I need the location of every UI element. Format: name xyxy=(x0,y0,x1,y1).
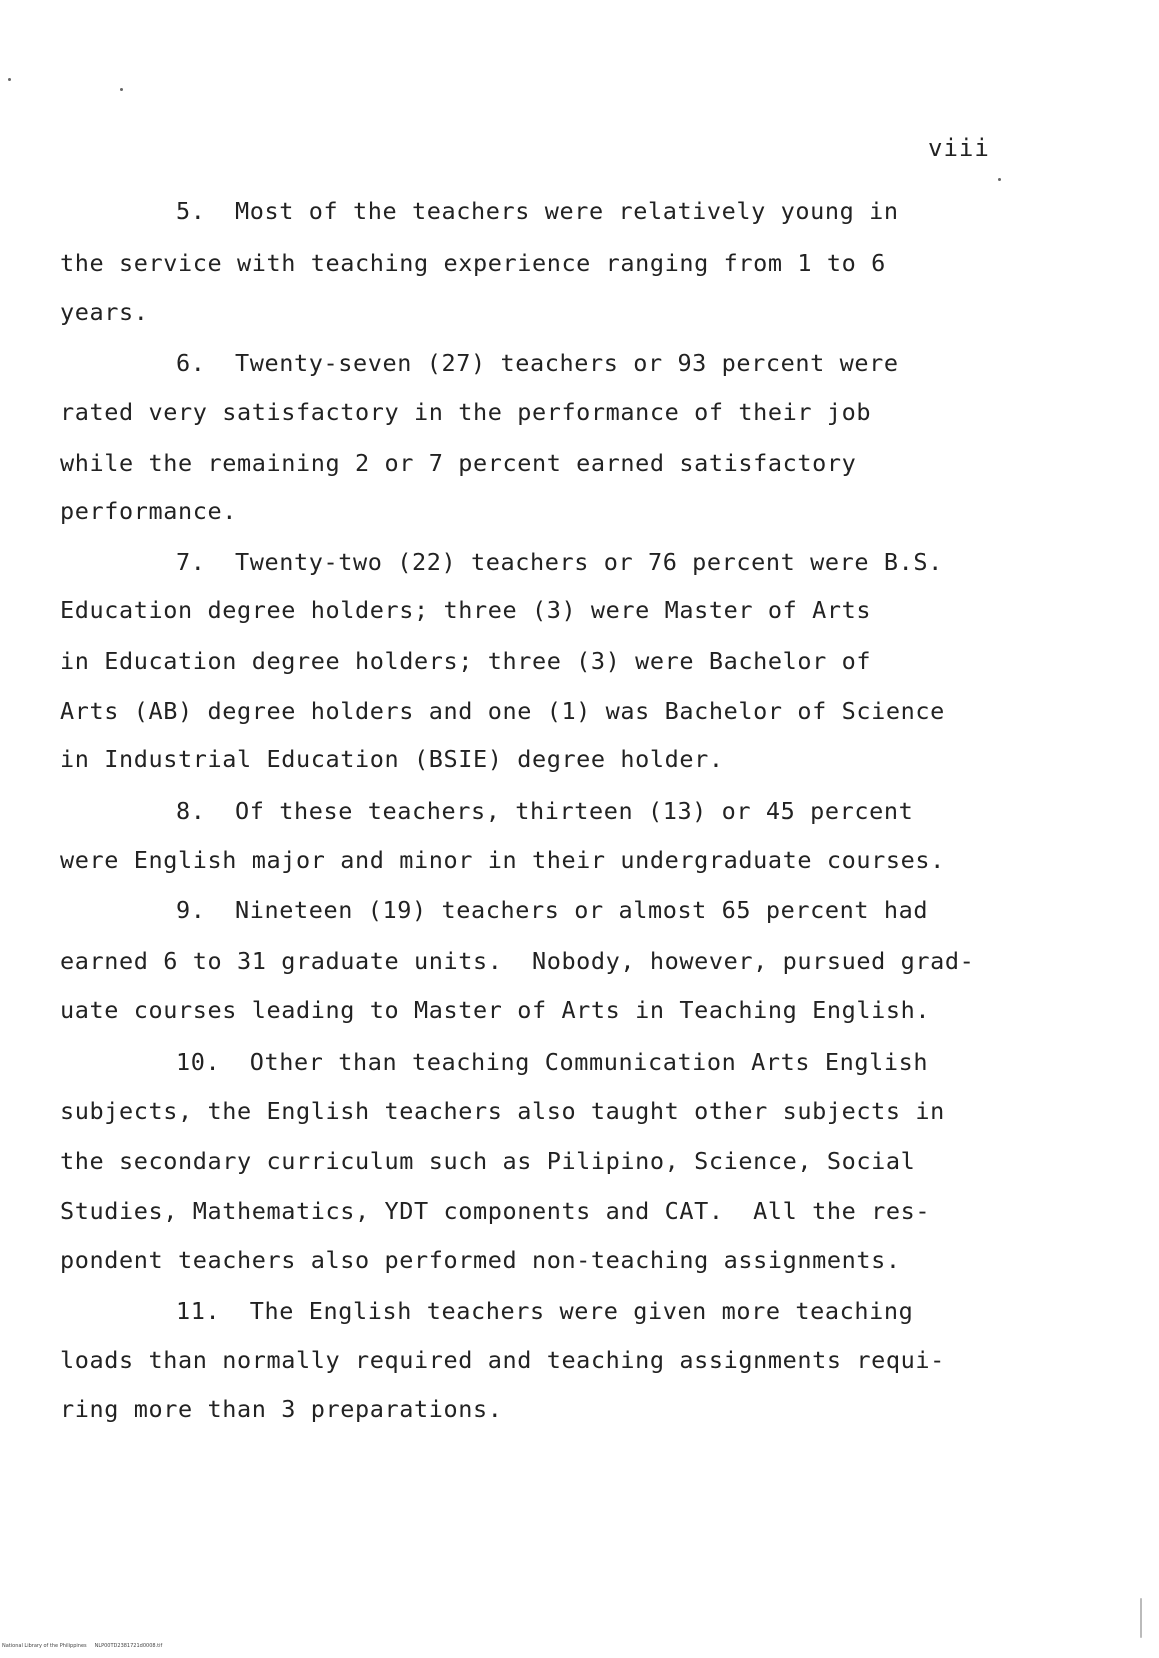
scan-speck xyxy=(1140,1598,1142,1638)
item-5-line-3: years. xyxy=(60,298,149,326)
item-7-line-2: Education degree holders; three (3) were Master of Arts xyxy=(60,596,872,624)
item-9-line-1: 9. Nineteen (19) teachers or almost 65 percent had xyxy=(176,896,929,924)
scan-speck xyxy=(120,88,123,91)
archive-footer: National Library of the Philippines NLP00TD2381721d0008.tif xyxy=(2,1643,163,1649)
item-7-line-1: 7. Twenty-two (22) teachers or 76 percent were B.S. xyxy=(176,548,943,576)
item-10-line-4: Studies, Mathematics, YDT components and CAT. All the res- xyxy=(60,1197,931,1225)
item-7-line-4: Arts (AB) degree holders and one (1) was Bachelor of Science xyxy=(60,697,945,725)
item-5-line-1: 5. Most of the teachers were relatively young in xyxy=(176,197,899,225)
item-6-line-4: performance. xyxy=(60,497,237,525)
item-7-line-3: in Education degree holders; three (3) were Bachelor of xyxy=(60,647,872,675)
item-10-line-1: 10. Other than teaching Communication Arts English xyxy=(176,1048,929,1076)
item-11-line-3: ring more than 3 preparations. xyxy=(60,1395,503,1423)
scan-speck xyxy=(998,178,1001,181)
item-8-line-2: were English major and minor in their undergraduate courses. xyxy=(60,846,945,874)
item-11-line-1: 11. The English teachers were given more teaching xyxy=(176,1297,914,1325)
scan-speck xyxy=(8,78,11,81)
item-5-line-2: the service with teaching experience ranging from 1 to 6 xyxy=(60,249,886,277)
page-number: viii xyxy=(928,134,990,162)
item-9-line-3: uate courses leading to Master of Arts in Teaching English. xyxy=(60,996,931,1024)
item-10-line-5: pondent teachers also performed non-teaching assignments. xyxy=(60,1246,901,1274)
item-9-line-2: earned 6 to 31 graduate units. Nobody, however, pursued grad- xyxy=(60,947,975,975)
item-6-line-3: while the remaining 2 or 7 percent earned satisfactory xyxy=(60,449,857,477)
item-11-line-2: loads than normally required and teaching assignments requi- xyxy=(60,1346,945,1374)
item-8-line-1: 8. Of these teachers, thirteen (13) or 45 percent xyxy=(176,797,914,825)
item-7-line-5: in Industrial Education (BSIE) degree holder. xyxy=(60,745,724,773)
item-10-line-3: the secondary curriculum such as Pilipino, Science, Social xyxy=(60,1147,916,1175)
item-10-line-2: subjects, the English teachers also taught other subjects in xyxy=(60,1097,945,1125)
item-6-line-1: 6. Twenty-seven (27) teachers or 93 percent were xyxy=(176,349,899,377)
item-6-line-2: rated very satisfactory in the performance of their job xyxy=(60,398,872,426)
